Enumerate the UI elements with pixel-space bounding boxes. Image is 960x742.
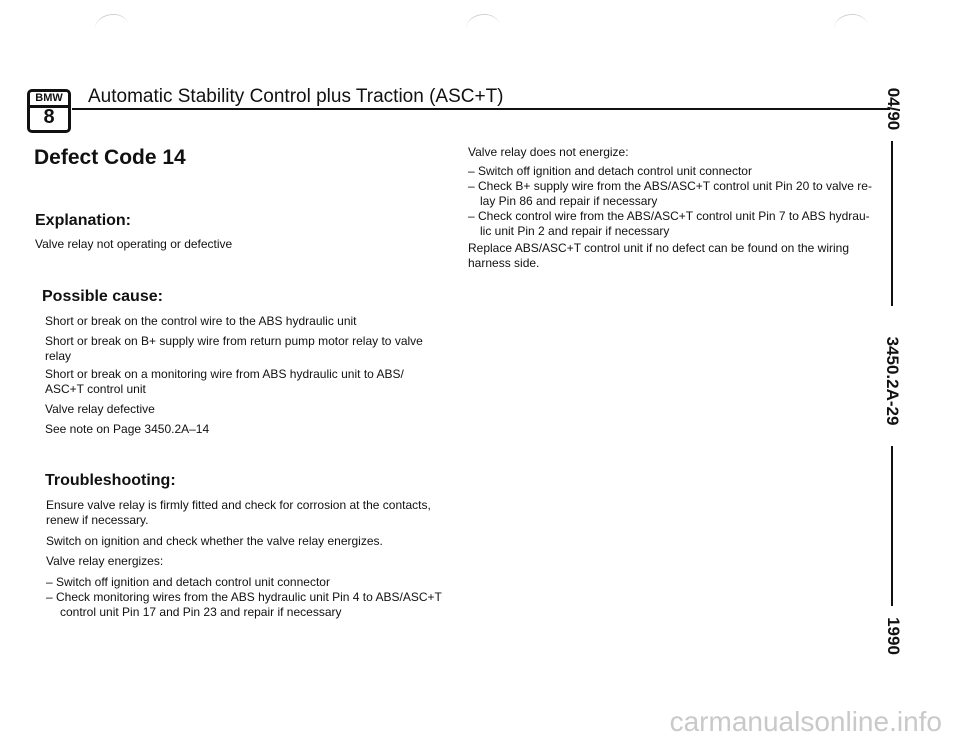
troubleshooting-line: Valve relay energizes:: [46, 554, 164, 568]
troubleshooting-line: control unit Pin 17 and Pin 23 and repair if necessary: [60, 605, 342, 619]
page-title: Automatic Stability Control plus Traction (ASC+T): [88, 86, 504, 107]
logo-model: 8: [43, 106, 55, 128]
header-divider: [72, 108, 890, 110]
right-line: – Switch off ignition and detach control unit connector: [468, 164, 752, 178]
troubleshooting-line: – Check monitoring wires from the ABS hydraulic unit Pin 4 to ABS/ASC+T: [46, 590, 442, 604]
punch-hole-mark: [832, 12, 869, 43]
bmw-logo: [27, 89, 71, 133]
punch-hole-mark: [464, 12, 501, 43]
right-line: – Check B+ supply wire from the ABS/ASC+T control unit Pin 20 to valve re-: [468, 179, 872, 193]
margin-year: 1990: [884, 617, 903, 655]
margin-date: 04/90: [884, 87, 903, 131]
possible-cause-heading: Possible cause:: [42, 288, 163, 305]
punch-hole-mark: [93, 12, 130, 43]
cause-line: Short or break on a monitoring wire from ABS hydraulic unit to ABS/: [45, 367, 404, 381]
defect-code-heading: Defect Code 14: [34, 146, 186, 169]
cause-line: Short or break on the control wire to the ABS hydraulic unit: [45, 314, 357, 328]
right-line: lic unit Pin 2 and repair if necessary: [480, 224, 670, 238]
cause-line: relay: [45, 349, 72, 363]
logo-brand: BMW: [30, 92, 68, 108]
troubleshooting-line: Ensure valve relay is firmly fitted and check for corrosion at the contacts,: [46, 498, 431, 512]
margin-page-number: 3450.2A-29: [883, 336, 902, 426]
right-line: harness side.: [468, 256, 540, 270]
troubleshooting-heading: Troubleshooting:: [45, 472, 176, 489]
explanation-heading: Explanation:: [35, 212, 132, 229]
right-line: Valve relay does not energize:: [468, 145, 629, 159]
margin-rule: [891, 446, 893, 606]
explanation-text: Valve relay not operating or defective: [35, 237, 233, 251]
right-line: – Check control wire from the ABS/ASC+T control unit Pin 7 to ABS hydrau-: [468, 209, 870, 223]
troubleshooting-line: – Switch off ignition and detach control unit connector: [46, 575, 330, 589]
troubleshooting-line: Switch on ignition and check whether the valve relay energizes.: [46, 534, 383, 548]
cause-line: Valve relay defective: [45, 402, 155, 416]
cause-line: See note on Page 3450.2A–14: [45, 422, 210, 436]
cause-line: ASC+T control unit: [45, 382, 146, 396]
right-line: Replace ABS/ASC+T control unit if no defect can be found on the wiring: [468, 241, 850, 255]
cause-line: Short or break on B+ supply wire from return pump motor relay to valve: [45, 334, 423, 348]
margin-rule: [891, 141, 893, 306]
troubleshooting-line: renew if necessary.: [46, 513, 149, 527]
watermark: carmanualsonline.info: [669, 706, 942, 737]
right-line: lay Pin 86 and repair if necessary: [480, 194, 658, 208]
